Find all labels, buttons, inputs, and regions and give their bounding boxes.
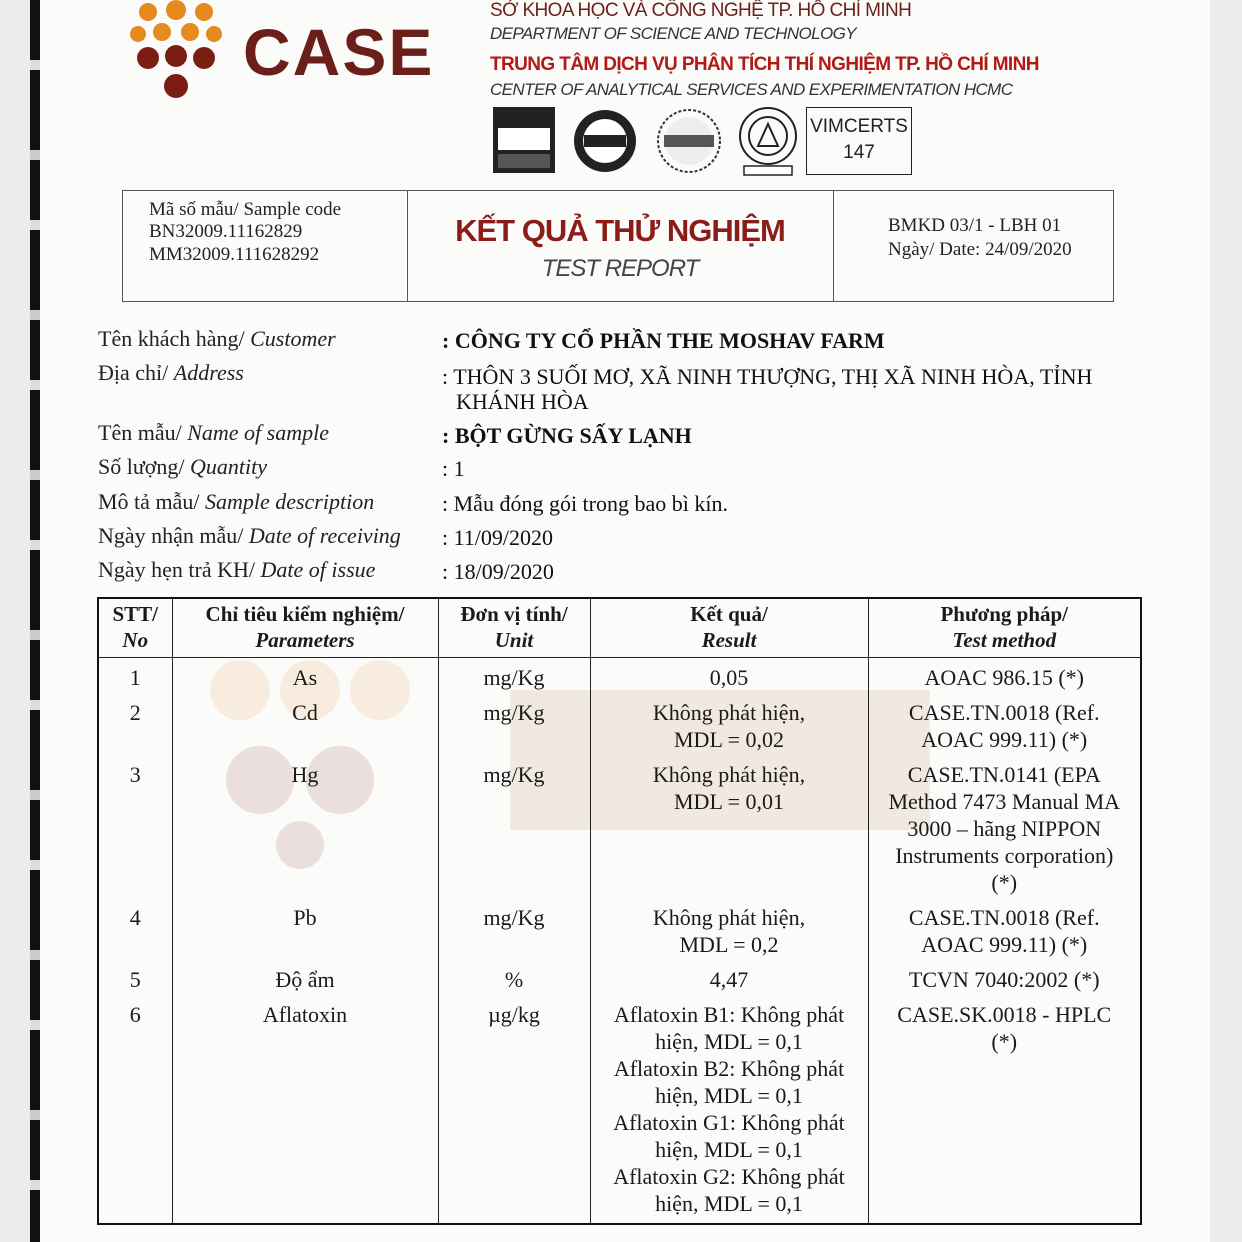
issue-date-label: Ngày hẹn trả KH/ Date of issue	[98, 557, 376, 582]
cell-no: 4	[98, 898, 172, 960]
cell-method: CASE.TN.0018 (Ref. AOAC 999.11) (*)	[868, 693, 1141, 755]
vilas-logo	[738, 106, 798, 176]
cell-no: 2	[98, 693, 172, 755]
sample-name-label: Tên mẫu/ Name of sample	[98, 420, 329, 445]
vimcerts-badge	[806, 107, 912, 175]
address-value-2: KHÁNH HÒA	[456, 389, 589, 414]
header-no: STT/ No	[98, 598, 172, 658]
cell-result: Không phát hiện, MDL = 0,2	[590, 898, 868, 960]
cell-result: Aflatoxin B1: Không phát hiện, MDL = 0,1 Aflatoxin B2: Không phát hiện, MDL = 0,1 Aflatoxin G1: Không phát hiện, MDL = 0,1 Aflatoxin G2: Không phát hiện, MDL = 0,1	[590, 995, 868, 1224]
header-method: Phương pháp/ Test method	[868, 598, 1141, 658]
table-row	[98, 693, 1141, 755]
table-header-row	[98, 598, 1141, 658]
cell-no: 6	[98, 995, 172, 1224]
form-info-cell	[833, 191, 1114, 301]
report-date: Ngày/ Date: 24/09/2020	[888, 239, 1072, 260]
cell-result: 0,05	[590, 658, 868, 694]
table-row	[98, 960, 1141, 995]
cell-unit: %	[438, 960, 590, 995]
receiving-date-value: : 11/09/2020	[442, 525, 554, 550]
table-row	[98, 755, 1141, 898]
vimcerts-name: VIMCERTS	[810, 116, 908, 137]
cell-unit: mg/Kg	[438, 755, 590, 898]
cell-unit: mg/Kg	[438, 693, 590, 755]
cell-method: TCVN 7040:2002 (*)	[868, 960, 1141, 995]
vimcerts-number: 147	[843, 142, 875, 163]
description-label: Mô tả mẫu/ Sample description	[98, 489, 375, 514]
cell-result: 4,47	[590, 960, 868, 995]
header-result: Kết quả/ Result	[590, 598, 868, 658]
report-subtitle: TEST REPORT	[541, 255, 699, 282]
org-line-1: SỞ KHOA HỌC VÀ CÔNG NGHỆ TP. HỒ CHÍ MINH	[490, 0, 912, 21]
cell-param: As	[172, 658, 438, 694]
header-unit: Đơn vị tính/ Unit	[438, 598, 590, 658]
description-value: : Mẫu đóng gói trong bao bì kín.	[442, 491, 728, 516]
quantity-label: Số lượng/ Quantity	[98, 454, 268, 479]
cell-no: 3	[98, 755, 172, 898]
cell-method: CASE.SK.0018 - HPLC (*)	[868, 995, 1141, 1224]
scan-edge	[30, 0, 40, 1242]
org-line-4: CENTER OF ANALYTICAL SERVICES AND EXPERIMENTATION HCMC	[490, 80, 1013, 99]
cell-method: AOAC 986.15 (*)	[868, 658, 1141, 694]
cell-param: Aflatoxin	[172, 995, 438, 1224]
quantity-value: : 1	[442, 456, 465, 481]
table-row	[98, 898, 1141, 960]
report-title-box	[122, 190, 1114, 302]
report-title: KẾT QUẢ THỬ NGHIỆM	[455, 213, 785, 248]
customer-value: : CÔNG TY CỔ PHẦN THE MOSHAV FARM	[442, 328, 885, 353]
cell-method: CASE.TN.0141 (EPA Method 7473 Manual MA 3000 – hãng NIPPON Instruments corporation) (*)	[868, 755, 1141, 898]
form-code: BMKD 03/1 - LBH 01	[888, 215, 1062, 236]
sample-code-1: BN32009.11162829	[149, 221, 303, 242]
issue-date-value: : 18/09/2020	[442, 559, 554, 584]
sample-code-label: Mã số mẫu/ Sample code	[149, 199, 342, 220]
case-logo-icon	[126, 0, 226, 100]
org-line-3: TRUNG TÂM DỊCH VỤ PHÂN TÍCH THÍ NGHIỆM TP. HỒ CHÍ MINH	[490, 54, 1039, 75]
cell-no: 5	[98, 960, 172, 995]
cell-result: Không phát hiện, MDL = 0,02	[590, 693, 868, 755]
cell-param: Pb	[172, 898, 438, 960]
address-label: Địa chỉ/ Address	[98, 360, 244, 385]
receiving-date-label: Ngày nhận mẫu/ Date of receiving	[98, 523, 401, 548]
iqnet-logo	[570, 108, 640, 174]
cell-method: CASE.TN.0018 (Ref. AOAC 999.11) (*)	[868, 898, 1141, 960]
cell-param: Độ ẩm	[172, 960, 438, 995]
cell-result: Không phát hiện, MDL = 0,01	[590, 755, 868, 898]
table-row	[98, 995, 1141, 1224]
cell-param: Cd	[172, 693, 438, 755]
results-table	[97, 597, 1142, 1225]
cell-param: Hg	[172, 755, 438, 898]
org-line-2: DEPARTMENT OF SCIENCE AND TECHNOLOGY	[490, 24, 856, 43]
sample-code-cell	[123, 191, 408, 301]
sample-name-value: : BỘT GỪNG SẤY LẠNH	[442, 423, 692, 448]
brand-name: CASE	[243, 15, 435, 89]
address-value: : THÔN 3 SUỐI MƠ, XÃ NINH THƯỢNG, THỊ XÃ NINH HÒA, TỈNH	[442, 364, 1093, 389]
cell-no: 1	[98, 658, 172, 694]
ilac-mra-logo	[654, 108, 724, 174]
table-row	[98, 658, 1141, 694]
cell-unit: mg/Kg	[438, 898, 590, 960]
sample-code-2: MM32009.111628292	[149, 244, 320, 265]
afaq-iso-logo	[492, 106, 556, 174]
customer-label: Tên khách hàng/ Customer	[98, 326, 336, 351]
header-parameters: Chỉ tiêu kiểm nghiệm/ Parameters	[172, 598, 438, 658]
cell-unit: mg/Kg	[438, 658, 590, 694]
cell-unit: µg/kg	[438, 995, 590, 1224]
